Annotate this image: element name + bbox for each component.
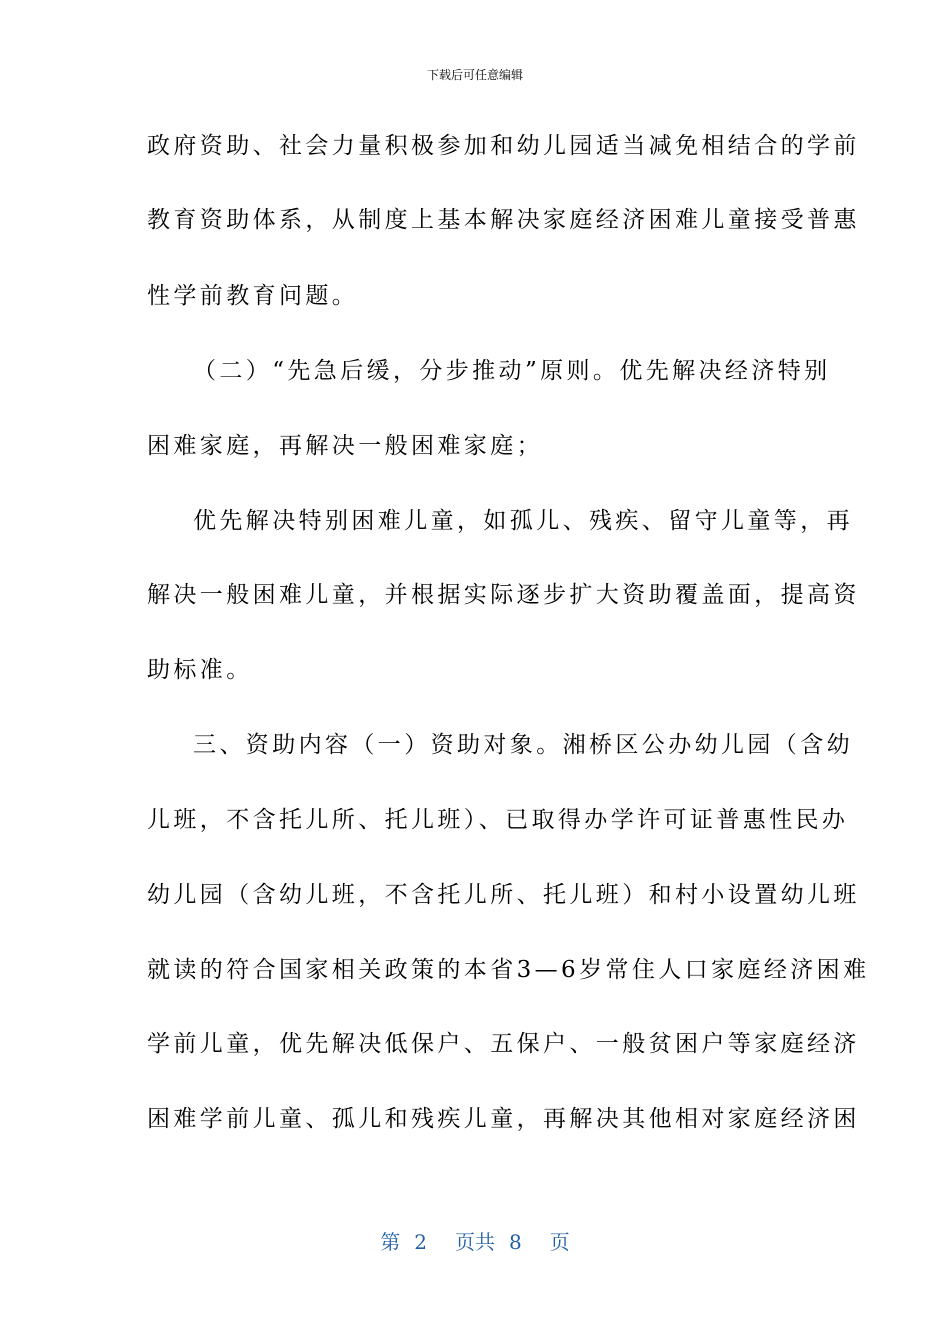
text-line: 助标准。 <box>147 657 253 683</box>
header-note: 下载后可任意编辑 <box>426 68 523 82</box>
footer-total-pages: 8 <box>509 1230 522 1254</box>
text-line: 性学前教育问题。 <box>147 283 359 309</box>
text-line: 就读的符合国家相关政策的本省3—6岁常住人口家庭经济困难 <box>147 957 870 983</box>
footer-page-label: 第 <box>380 1230 401 1254</box>
footer-current-page: 2 <box>414 1230 427 1254</box>
text-line: 幼儿园（含幼儿班，不含托儿所、托儿班）和村小设置幼儿班 <box>147 882 860 908</box>
text-line: 三、资助内容（一）资助对象。湘桥区公办幼儿园（含幼 <box>193 732 853 758</box>
text-line: 解决一般困难儿童，并根据实际逐步扩大资助覆盖面，提高资 <box>147 582 860 608</box>
text-line: 儿班，不含托儿所、托儿班）、已取得办学许可证普惠性民办 <box>147 807 849 833</box>
footer-end-label: 页 <box>549 1230 570 1254</box>
text-line: 困难学前儿童、孤儿和残疾儿童，再解决其他相对家庭经济困 <box>147 1106 860 1132</box>
text-line: 困难家庭，再解决一般困难家庭； <box>147 433 543 459</box>
text-line: 优先解决特别困难儿童，如孤儿、残疾、留守儿童等，再 <box>193 508 853 534</box>
text-line: 教育资助体系，从制度上基本解决家庭经济困难儿童接受普惠 <box>147 207 860 233</box>
text-line: 政府资助、社会力量积极参加和幼儿园适当减免相结合的学前 <box>147 133 860 159</box>
text-line: （二）“先急后缓，分步推动”原则。优先解决经济特别 <box>193 358 831 384</box>
page-footer <box>0 1226 950 1255</box>
footer-of-label: 页共 <box>455 1230 495 1254</box>
text-line: 学前儿童，优先解决低保户、五保户、一般贫困户等家庭经济 <box>147 1031 860 1057</box>
